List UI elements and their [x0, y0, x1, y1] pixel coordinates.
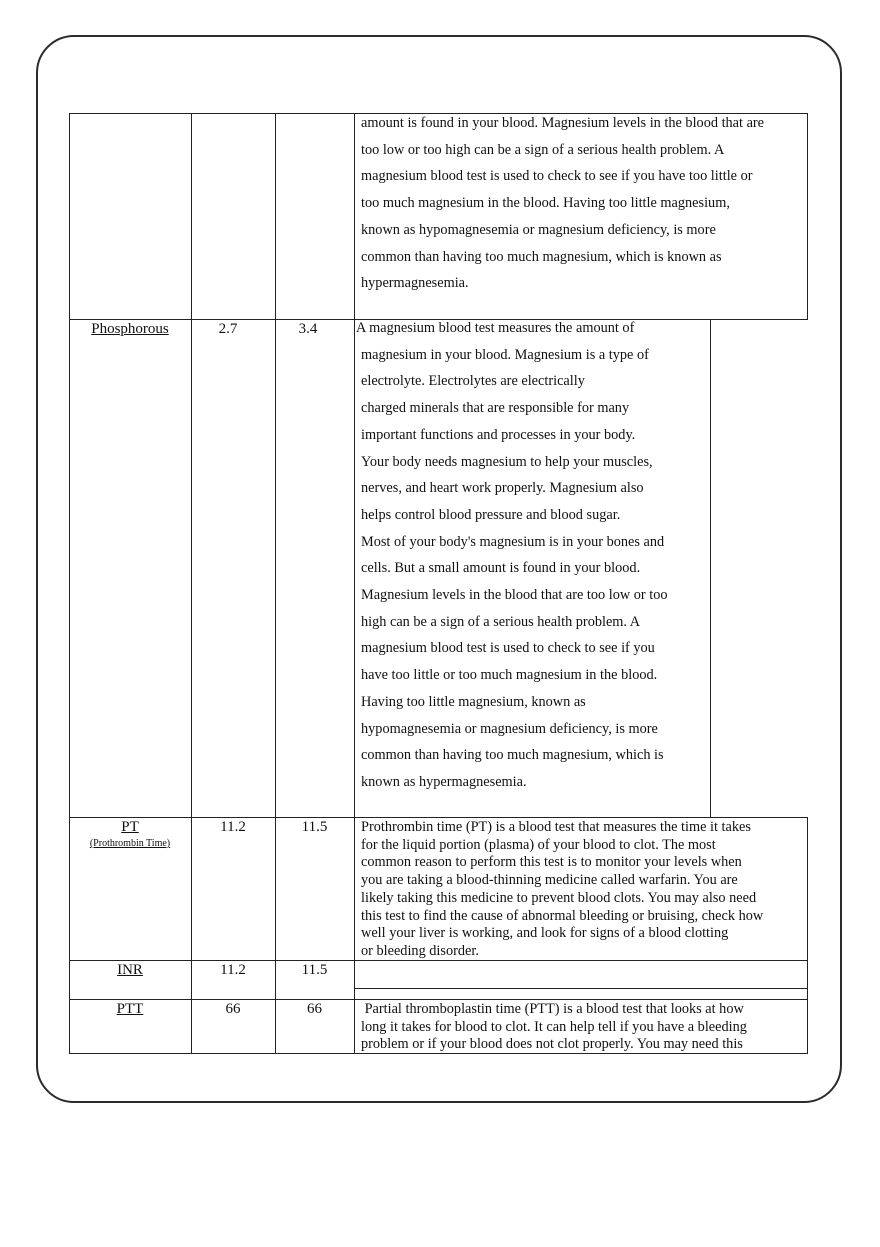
text-line: known as hypermagnesemia.: [361, 773, 527, 790]
text-line: common than having too much magnesium, which is known as: [361, 248, 722, 265]
row-divider: [69, 999, 808, 1000]
column-divider: [354, 113, 355, 1053]
test-name-phosphorous: Phosphorous: [91, 321, 169, 337]
text-line: Your body needs magnesium to help your muscles,: [361, 453, 653, 470]
result-value-2: 11.5: [301, 962, 328, 978]
text-line: magnesium blood test is used to check to see if you: [361, 640, 655, 657]
magnesium-description-continued: [361, 110, 764, 297]
text-line: A magnesium blood test measures the amount of: [356, 320, 635, 336]
text-line: too much magnesium in the blood. Having too little magnesium,: [361, 195, 730, 212]
test-name-ptt: PTT: [116, 1001, 144, 1017]
result-value-1: 11.2: [220, 819, 246, 835]
result-value-2: 3.4: [298, 321, 318, 337]
text-line: common reason to perform this test is to monitor your levels when: [361, 854, 742, 871]
result-value-1: 2.7: [218, 321, 238, 337]
text-line: hypermagnesemia.: [361, 275, 469, 292]
text-line: important functions and processes in your body.: [361, 426, 636, 443]
text-line: high can be a sign of a serious health problem. A: [361, 613, 641, 630]
table-border-right: [710, 319, 711, 817]
result-value-1: 11.2: [220, 962, 246, 978]
text-line: have too little or too much magnesium in the blood.: [361, 667, 658, 684]
text-line: too low or too high can be a sign of a serious health problem. A: [361, 141, 725, 158]
text-line: for the liquid portion (plasma) of your blood to clot. The most: [361, 836, 716, 853]
text-line: Having too little magnesium, known as: [361, 693, 586, 710]
text-line: amount is found in your blood. Magnesium levels in the blood that are: [361, 115, 765, 131]
text-line: Most of your body's magnesium is in your bones and: [361, 533, 665, 550]
text-line: known as hypomagnesemia or magnesium deficiency, is more: [361, 221, 716, 238]
table-border-left: [69, 113, 70, 1053]
test-name-subtitle: (Prothrombin Time): [89, 838, 171, 849]
text-line: magnesium blood test is used to check to see if you have too little or: [361, 168, 753, 185]
test-name-inr: INR: [117, 962, 143, 978]
table-border-right: [807, 817, 808, 1053]
column-divider: [275, 113, 276, 1053]
result-value-2: 66: [307, 1001, 322, 1017]
result-value-1: 66: [225, 1001, 241, 1017]
text-line: hypomagnesemia or magnesium deficiency, is more: [361, 720, 658, 737]
text-line: likely taking this medicine to prevent blood clots. You may also need: [361, 889, 757, 906]
row-divider: [354, 988, 808, 989]
text-line: common than having too much magnesium, which is: [361, 747, 664, 764]
text-line: helps control blood pressure and blood sugar.: [361, 506, 621, 523]
text-line: well your liver is working, and look for signs of a blood clotting: [361, 925, 729, 942]
text-line: electrolyte. Electrolytes are electrically: [361, 373, 585, 390]
text-line: Magnesium levels in the blood that are too low or too: [361, 587, 668, 604]
text-line: this test to find the cause of abnormal bleeding or bruising, check how: [361, 907, 764, 924]
text-line: magnesium in your blood. Magnesium is a type of: [361, 346, 649, 363]
text-line: Partial thromboplastin time (PTT) is a blood test that looks at how: [361, 1001, 744, 1017]
text-line: you are taking a blood-thinning medicine called warfarin. You are: [361, 872, 738, 889]
text-line: problem or if your blood does not clot properly. You may need this: [361, 1036, 743, 1053]
pt-description: [361, 819, 763, 961]
row-divider: [69, 817, 808, 818]
phosphorous-description: [356, 315, 668, 796]
text-line: Prothrombin time (PT) is a blood test that measures the time it takes: [361, 819, 751, 835]
result-value-2: 11.5: [301, 819, 328, 835]
text-line: long it takes for blood to clot. It can help tell if you have a bleeding: [361, 1018, 747, 1035]
text-line: or bleeding disorder.: [361, 942, 479, 959]
text-line: nerves, and heart work properly. Magnesium also: [361, 480, 644, 497]
text-line: cells. But a small amount is found in your blood.: [361, 560, 641, 577]
test-name-label: PT: [121, 819, 139, 835]
column-divider: [191, 113, 192, 1053]
ptt-description: [361, 1001, 747, 1054]
text-line: charged minerals that are responsible for many: [361, 400, 630, 417]
table-border-right: [807, 113, 808, 319]
test-name-pt: [70, 819, 190, 849]
